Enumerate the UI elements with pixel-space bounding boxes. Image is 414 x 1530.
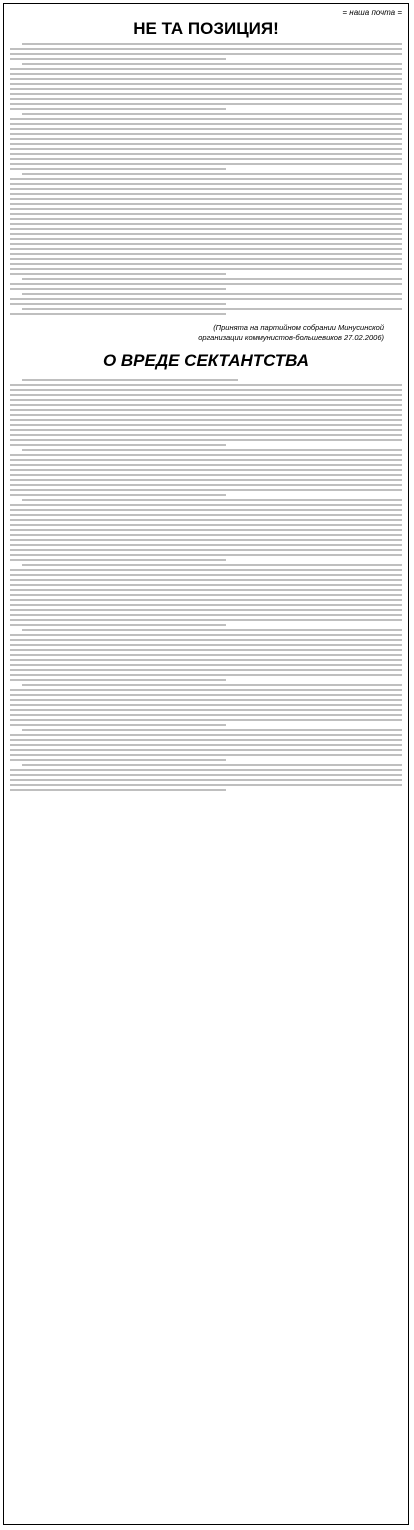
article2-title: О ВРЕДЕ СЕКТАНТСТВА: [102, 351, 310, 370]
article-title: НЕ ТА ПОЗИЦИЯ!: [133, 19, 279, 38]
section-rubric: = наша почта =: [342, 8, 402, 17]
document-frame: [3, 3, 409, 1525]
signature: [10, 323, 402, 343]
page: [4, 4, 408, 791]
signature-line-1: (Принята на партийном собрании Минусинской: [213, 323, 384, 332]
article-body-unread: [10, 43, 402, 315]
article2-body-unread: [10, 379, 402, 791]
signature-line-2: организации коммунистов-большевиков 27.02.2006): [198, 333, 384, 342]
